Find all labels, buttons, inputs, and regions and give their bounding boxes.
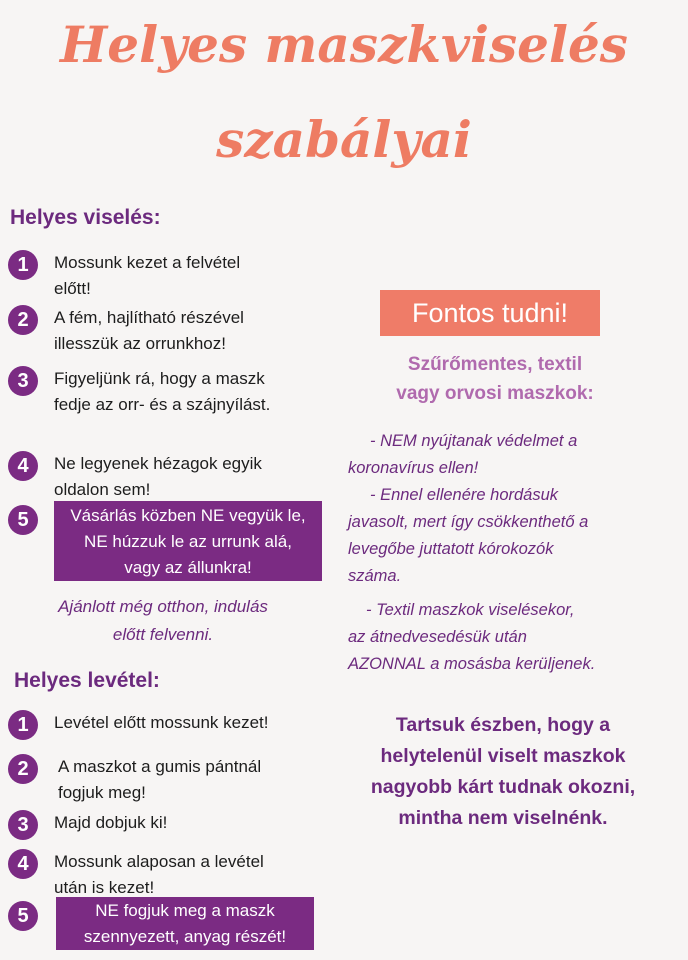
- step-text-line: Ne legyenek hézagok egyik: [54, 454, 262, 473]
- page-title-line-2: szabályai: [216, 110, 472, 169]
- step-number-badge: 2: [8, 305, 38, 335]
- step-text-line: fedje az orr- és a szájnyílást.: [54, 395, 271, 414]
- wearing-heading: Helyes viselés:: [10, 206, 161, 229]
- reminder-line: mintha nem viselnénk.: [398, 807, 608, 829]
- bullet-line: javasolt, mert így csökkenthető a: [348, 513, 589, 531]
- step-text-line: NE fogjuk meg a maszk: [95, 901, 275, 920]
- removal-step-5-highlight: [56, 897, 314, 950]
- removal-heading: Helyes levétel:: [14, 669, 160, 692]
- bullet-line: - Textil maszkok viselésekor,: [366, 601, 575, 619]
- note-line: előtt felvenni.: [112, 625, 214, 644]
- step-text-line: szennyezett, anyag részét!: [83, 927, 287, 946]
- step-text-line: fogjuk meg!: [58, 783, 146, 802]
- bullet-line: száma.: [348, 567, 402, 585]
- subheading-line: Szűrőmentes, textil: [407, 354, 583, 375]
- step-number-badge: 2: [8, 754, 38, 784]
- step-text-line: A fém, hajlítható részével: [54, 308, 244, 327]
- step-text-line: Majd dobjuk ki!: [54, 813, 168, 832]
- step-text-line: után is kezet!: [54, 878, 155, 897]
- subheading-line: vagy orvosi maszkok:: [396, 383, 594, 404]
- bullet-line: - Ennel ellenére hordásuk: [370, 486, 559, 504]
- page-title-line-1: Helyes maszkviselés: [60, 15, 628, 74]
- bullet-line: AZONNAL a mosásba kerüljenek.: [348, 655, 596, 673]
- step-text-line: Mossunk alaposan a levétel: [54, 852, 264, 871]
- step-text-line: előtt!: [54, 279, 91, 298]
- step-text-line: Vásárlás közben NE vegyük le,: [70, 506, 306, 525]
- step-text-line: A maszkot a gumis pántnál: [58, 757, 262, 776]
- step-text-line: Mossunk kezet a felvétel: [54, 253, 241, 272]
- wearing-note: [28, 593, 298, 649]
- step-number-badge: 4: [8, 451, 38, 481]
- reminder-line: helytelenül viselt maszkok: [380, 745, 626, 767]
- bullet-line: levegőbe juttatott kórokozók: [348, 540, 554, 558]
- step-number-badge: 1: [8, 710, 38, 740]
- step-text-line: vagy az állunkra!: [124, 558, 252, 577]
- important-badge: Fontos tudni!: [380, 290, 600, 336]
- important-subheading: [340, 350, 650, 408]
- step-text-line: oldalon sem!: [54, 480, 151, 499]
- step-number-badge: 1: [8, 250, 38, 280]
- step-number-badge: 3: [8, 810, 38, 840]
- note-line: Ajánlott még otthon, indulás: [58, 597, 268, 616]
- step-text-line: Figyeljünk rá, hogy a maszk: [54, 369, 265, 388]
- step-text-line: illesszük az orrunkhoz!: [54, 334, 226, 353]
- reminder-line: Tartsuk észben, hogy a: [395, 714, 611, 736]
- important-bullet-1: [348, 428, 658, 482]
- bullet-line: az átnedvesedésük után: [348, 628, 527, 646]
- bullet-line: - NEM nyújtanak védelmet a: [370, 432, 578, 450]
- step-text-line: NE húzzuk le az urrunk alá,: [84, 532, 292, 551]
- bullet-line: koronavírus ellen!: [348, 459, 479, 477]
- step-number-badge: 5: [8, 505, 38, 535]
- important-bullet-2: [348, 482, 658, 590]
- step-number-badge: 5: [8, 901, 38, 931]
- step-number-badge: 4: [8, 849, 38, 879]
- reminder-line: nagyobb kárt tudnak okozni,: [370, 776, 636, 798]
- step-number-badge: 3: [8, 366, 38, 396]
- important-bullet-3: [348, 597, 658, 678]
- step-text-line: Levétel előtt mossunk kezet!: [54, 713, 269, 732]
- reminder-text: [333, 710, 673, 834]
- wearing-step-5-highlight: [54, 501, 322, 581]
